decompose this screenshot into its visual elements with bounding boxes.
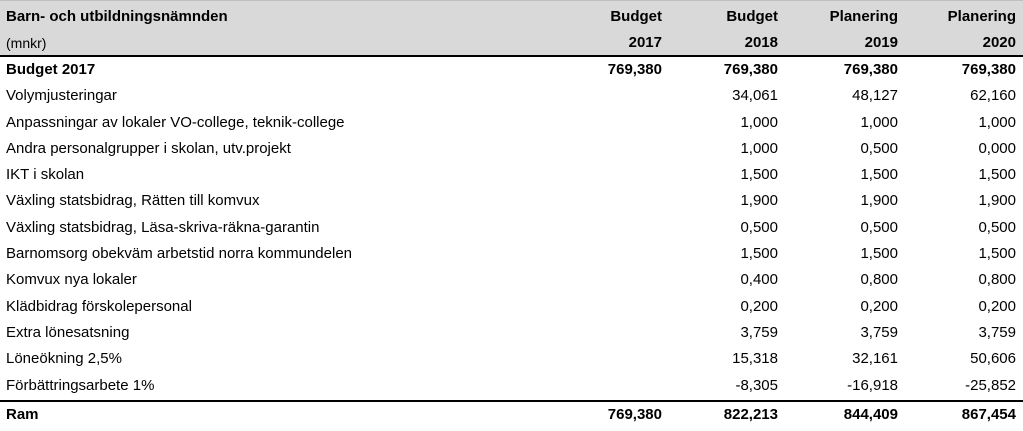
cell-value: -16,918 [847,376,898,394]
total-value: 867,454 [961,406,1016,423]
table-row [0,267,1023,293]
row-label: Klädbidrag förskolepersonal [6,297,192,315]
cell-value: 0,800 [978,271,1016,289]
table-row [0,215,1023,241]
col-header-planering-2019-line1: Planering [829,8,898,25]
row-label: Budget 2017 [6,61,96,78]
row-label: Löneökning 2,5% [6,350,122,368]
unit-label: (mnkr) [6,35,47,51]
cell-value [560,294,662,320]
cell-value [560,241,662,267]
cell-value: 1,900 [860,192,898,210]
cell-value: 1,500 [740,245,778,263]
col-header-planering-2019-year: 2019 [864,34,898,51]
table-row [0,162,1023,188]
table-body [0,57,1023,399]
cell-value: 769,380 [961,61,1016,78]
table-row [0,136,1023,162]
cell-value: 1,500 [860,245,898,263]
cell-value: 50,606 [970,350,1016,368]
cell-value: 769,380 [723,61,778,78]
col-header-planering-2020-line1: Planering [947,8,1016,25]
cell-value: 48,127 [852,87,898,105]
col-header-budget-2018-year: 2018 [744,34,778,51]
row-label: Förbättringsarbete 1% [6,376,155,394]
total-value: 769,380 [607,406,662,423]
table-row [0,373,1023,399]
cell-value [560,83,662,109]
cell-value [560,136,662,162]
table-row [0,241,1023,267]
total-value: 822,213 [723,406,778,423]
cell-value: 1,900 [740,192,778,210]
row-label: Extra lönesatsning [6,323,130,341]
cell-value: 32,161 [852,350,898,368]
cell-value: 3,759 [978,323,1016,341]
cell-value [560,110,662,136]
row-label: Andra personalgrupper i skolan, utv.projekt [6,139,291,157]
cell-value: 0,500 [740,218,778,236]
col-header-planering-2020-year: 2020 [982,34,1016,51]
row-label: Barnomsorg obekväm arbetstid norra kommundelen [6,245,353,263]
cell-value: 1,500 [860,166,898,184]
cell-value: 1,900 [978,192,1016,210]
cell-value: 0,200 [860,297,898,315]
cell-value [560,346,662,372]
header-row-1 [0,4,1023,30]
col-header-budget-2018-line1: Budget [726,8,778,25]
row-label: Komvux nya lokaler [6,271,137,289]
cell-value [560,215,662,241]
cell-value: 769,380 [843,61,898,78]
cell-value: 0,500 [978,218,1016,236]
cell-value: 34,061 [732,87,778,105]
col-header-budget-2017-year: 2017 [628,34,662,51]
cell-value: 15,318 [732,350,778,368]
row-label: Växling statsbidrag, Rätten till komvux [6,192,260,210]
cell-value: 0,200 [740,297,778,315]
cell-value [560,267,662,293]
cell-value: 1,500 [978,166,1016,184]
table-row [0,110,1023,136]
table-row-total [0,402,1023,428]
row-label: Växling statsbidrag, Läsa-skriva-räkna-garantin [6,218,320,236]
table-row [0,188,1023,214]
cell-value [560,320,662,346]
cell-value: 0,000 [978,139,1016,157]
cell-value: 1,500 [978,245,1016,263]
cell-value: 0,500 [860,218,898,236]
table-row-budget-2017 [0,57,1023,83]
table-row [0,346,1023,372]
cell-value: 1,000 [740,139,778,157]
cell-value: -8,305 [735,376,778,394]
cell-value: 3,759 [740,323,778,341]
cell-value: 1,000 [860,113,898,131]
row-label: Volymjusteringar [6,87,117,105]
table-row [0,83,1023,109]
row-label: IKT i skolan [6,166,85,184]
header-row-2 [0,30,1023,56]
cell-value [560,162,662,188]
total-label: Ram [6,406,39,423]
table-header [0,0,1023,56]
cell-value: 62,160 [970,87,1016,105]
table-row [0,294,1023,320]
total-value: 844,409 [843,406,898,423]
cell-value: 0,200 [978,297,1016,315]
cell-value: -25,852 [965,376,1016,394]
cell-value [560,188,662,214]
table-title: Barn- och utbildningsnämnden [6,8,228,25]
cell-value: 1,000 [740,113,778,131]
cell-value: 0,500 [860,139,898,157]
cell-value [560,373,662,399]
row-label: Anpassningar av lokaler VO-college, teknik-college [6,113,345,131]
cell-value: 0,800 [860,271,898,289]
cell-value: 0,400 [740,271,778,289]
cell-value: 3,759 [860,323,898,341]
cell-value: 1,500 [740,166,778,184]
cell-value: 769,380 [607,61,662,78]
col-header-budget-2017-line1: Budget [610,8,662,25]
table-row [0,320,1023,346]
cell-value: 1,000 [978,113,1016,131]
